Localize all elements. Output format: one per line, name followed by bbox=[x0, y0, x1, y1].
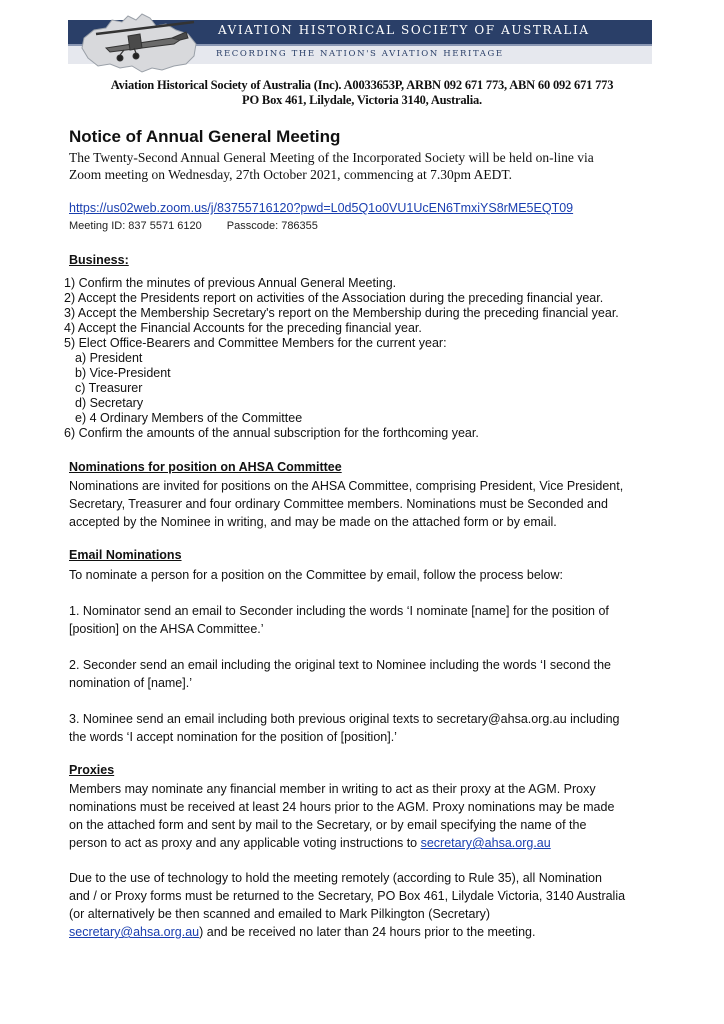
page-title: Notice of Annual General Meeting bbox=[69, 127, 341, 146]
notice-line-1: The Twenty-Second Annual General Meeting of the Incorporated Society will be held on-line via bbox=[69, 150, 594, 165]
zoom-meeting-link[interactable]: https://us02web.zoom.us/j/83755716120?pwd=L0d5Q1o0VU1UcEN6TmxiYS8rME5EQT09 bbox=[69, 201, 574, 215]
list-item: e) 4 Ordinary Members of the Committee bbox=[75, 411, 303, 425]
email-step-line: the words ‘I accept nomination for the position of [position].’ bbox=[69, 730, 397, 744]
org-registration-line: Aviation Historical Society of Australia (Inc). A0033653P, ARBN 092 671 773, ABN 60 092 671 773 bbox=[110, 78, 614, 92]
remote-meeting-line: (or alternatively be then scanned and emailed to Mark Pilkington (Secretary) bbox=[69, 907, 491, 921]
email-step-line: 2. Seconder send an email including the original text to Nominee including the words ‘I second the bbox=[69, 658, 611, 672]
header-banner bbox=[68, 16, 652, 66]
nominations-line: Secretary, Treasurer and four ordinary Committee members. Nominations must be Seconded and bbox=[69, 497, 608, 511]
nominations-line: accepted by the Nominee in writing, and may be made on the attached form or by email. bbox=[69, 515, 557, 529]
list-item: 4) Accept the Financial Accounts for the preceding financial year. bbox=[64, 321, 422, 335]
proxies-paragraph bbox=[69, 780, 669, 852]
email-nominations-intro: To nominate a person for a position on the Committee by email, follow the process below: bbox=[69, 568, 564, 582]
list-item: b) Vice-President bbox=[75, 366, 171, 380]
remote-meeting-line: Due to the use of technology to hold the meeting remotely (according to Rule 35), all Nomination bbox=[69, 871, 602, 885]
email-step-line: 3. Nominee send an email including both previous original texts to secretary@ahsa.org.au including bbox=[69, 712, 620, 726]
email-step-2 bbox=[69, 656, 669, 692]
business-heading: Business: bbox=[69, 253, 129, 267]
list-item: 1) Confirm the minutes of previous Annual General Meeting. bbox=[64, 276, 397, 290]
email-step-1 bbox=[69, 602, 669, 638]
remote-meeting-line-text: ) and be received no later than 24 hours prior to the meeting. bbox=[199, 925, 536, 939]
notice-line-2: Zoom meeting on Wednesday, 27th October 2021, commencing at 7.30pm AEDT. bbox=[69, 167, 512, 182]
proxies-heading: Proxies bbox=[69, 763, 115, 777]
remote-meeting-line bbox=[69, 923, 669, 941]
email-step-line: nomination of [name].’ bbox=[69, 676, 192, 690]
org-address-line: PO Box 461, Lilydale, Victoria 3140, Australia. bbox=[242, 93, 482, 107]
list-item: 2) Accept the Presidents report on activities of the Association during the preceding financial year. bbox=[64, 291, 604, 305]
nominations-heading: Nominations for position on AHSA Committee bbox=[69, 460, 342, 474]
meeting-credentials bbox=[69, 220, 340, 232]
list-item: 3) Accept the Membership Secretary's report on the Membership during the preceding financial year. bbox=[64, 306, 619, 320]
proxies-line: on the attached form and sent by mail to the Secretary, or by email specifying the name of the bbox=[69, 818, 587, 832]
meeting-passcode: Passcode: 786355 bbox=[226, 220, 318, 232]
list-item: 6) Confirm the amounts of the annual subscription for the forthcoming year. bbox=[64, 426, 479, 440]
email-step-line: 1. Nominator send an email to Seconder including the words ‘I nominate [name] for the position of bbox=[69, 604, 609, 618]
proxies-line: Members may nominate any financial member in writing to act as their proxy at the AGM. Proxy bbox=[69, 782, 596, 796]
email-step-3 bbox=[69, 710, 669, 746]
banner-subtitle: RECORDING THE NATION'S AVIATION HERITAGE bbox=[216, 49, 504, 59]
proxies-line bbox=[69, 834, 669, 852]
secretary-email-link[interactable]: secretary@ahsa.org.au bbox=[69, 925, 200, 939]
australia-aircraft-logo-icon bbox=[76, 8, 206, 78]
remote-meeting-line: and / or Proxy forms must be returned to the Secretary, PO Box 461, Lilydale Victoria, 3140 Australia bbox=[69, 889, 626, 903]
email-step-line: [position] on the AHSA Committee.’ bbox=[69, 622, 264, 636]
proxies-line-text: person to act as proxy and any applicable voting instructions to bbox=[69, 836, 421, 850]
meeting-id: Meeting ID: 837 5571 6120 bbox=[69, 220, 202, 232]
secretary-email-link[interactable]: secretary@ahsa.org.au bbox=[420, 836, 551, 850]
nominations-paragraph bbox=[69, 477, 669, 531]
email-nominations-heading: Email Nominations bbox=[69, 548, 182, 562]
list-item: a) President bbox=[75, 351, 143, 365]
remote-meeting-paragraph bbox=[69, 869, 669, 941]
banner-title: AVIATION HISTORICAL SOCIETY OF AUSTRALIA bbox=[218, 23, 590, 37]
list-item: c) Treasurer bbox=[75, 381, 143, 395]
list-item: 5) Elect Office-Bearers and Committee Members for the current year: bbox=[64, 336, 447, 350]
proxies-line: nominations must be received at least 24 hours prior to the AGM. Proxy nominations may be made bbox=[69, 800, 615, 814]
list-item: d) Secretary bbox=[75, 396, 144, 410]
nominations-line: Nominations are invited for positions on the AHSA Committee, comprising President, Vice President, bbox=[69, 479, 624, 493]
